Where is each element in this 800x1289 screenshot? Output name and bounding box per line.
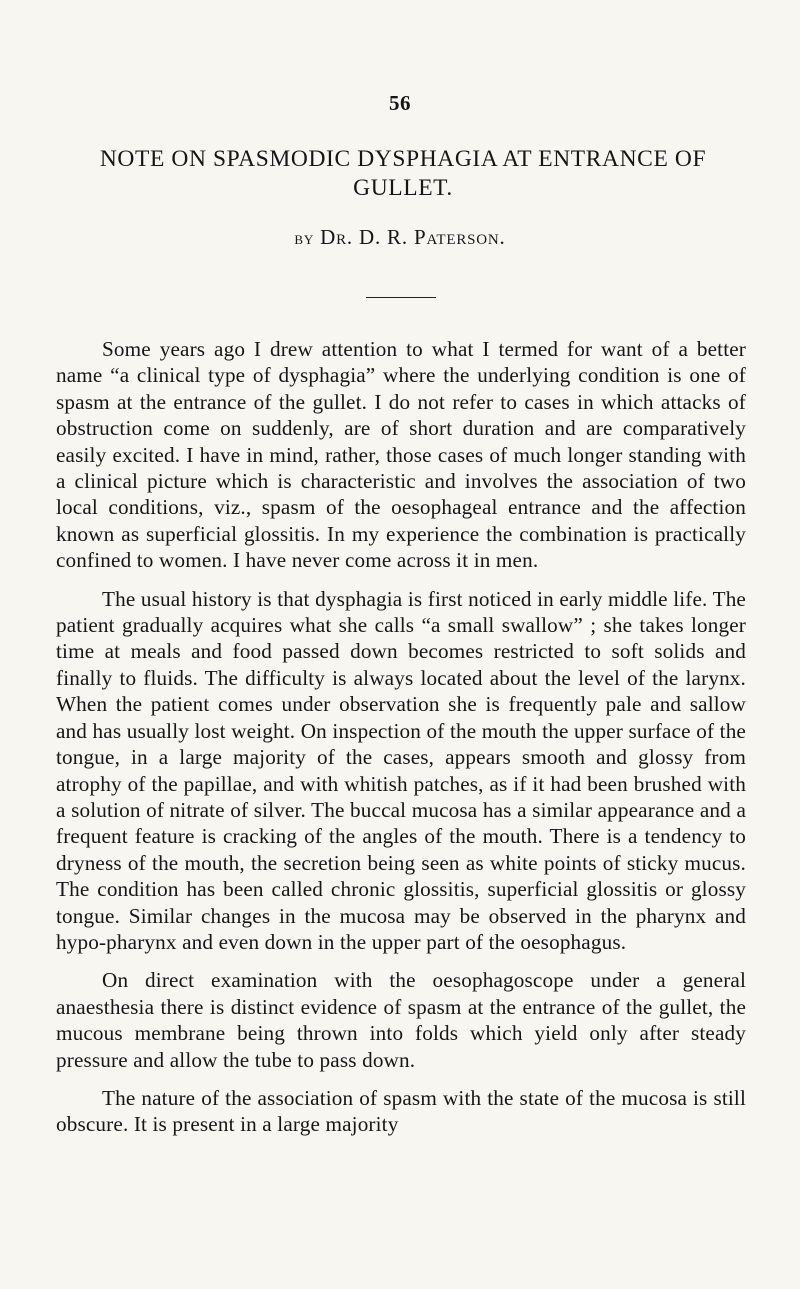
byline-prefix: by xyxy=(294,228,315,249)
page-number: 56 xyxy=(389,91,411,115)
paragraph-2: The usual history is that dysphagia is first noticed in early middle life. The patient gradually acquires what she calls “a small swallow” ; she takes longer time at meals and food passed down becomes restricted to soft solids and finally to fluids. The difficulty is always located about the level of the larynx. When the patient comes under observation she is frequently pale and sallow and has usually lost weight. On inspection of the mouth the upper surface of the tongue, in a large majority of the cases, appears smooth and glossy from atrophy of the papillae, and with whitish patches, as if it had been brushed with a solution of nitrate of silver. The buccal mucosa has a similar appearance and a frequent feature is cracking of the angles of the mouth. There is a tendency to dryness of the mouth, the secretion being seen as white points of sticky mucus. The condition has been called chronic glossitis, superficial glossitis or glossy tongue. Similar changes in the mucosa may be observed in the pharynx and hypo-pharynx and even down in the upper part of the oesophagus. xyxy=(56,586,746,954)
paragraph-3: On direct examination with the oesophagoscope under a general anaesthesia there is distinct evidence of spasm at the entrance of the gullet, the mucous membrane being thrown into folds which yield only after steady pressure and allow the tube to pass down. xyxy=(56,968,746,1072)
article-body xyxy=(56,336,746,1150)
article-title: NOTE ON SPASMODIC DYSPHAGIA AT ENTRANCE OF GULLET. xyxy=(99,146,707,201)
paragraph-1: Some years ago I drew attention to what I termed for want of a better name “a clinical type of dysphagia” where the underlying condition is one of spasm at the entrance of the gullet. I do not refer to cases in which attacks of obstruction come on suddenly, are of short duration and are comparatively easily excited. I have in mind, rather, those cases of much longer standing with a clinical picture which is characteristic and involves the association of two local conditions, viz., spasm of the oesophageal entrance and the affection known as superficial glossitis. In my experience the combination is practically confined to women. I have never come across it in men. xyxy=(56,337,746,573)
author-name: Dr. D. R. Paterson. xyxy=(320,225,506,249)
section-divider xyxy=(366,297,436,298)
paragraph-4: The nature of the association of spasm with the state of the mucosa is still obscure. It is present in a large majority xyxy=(56,1085,746,1137)
byline xyxy=(0,225,800,250)
